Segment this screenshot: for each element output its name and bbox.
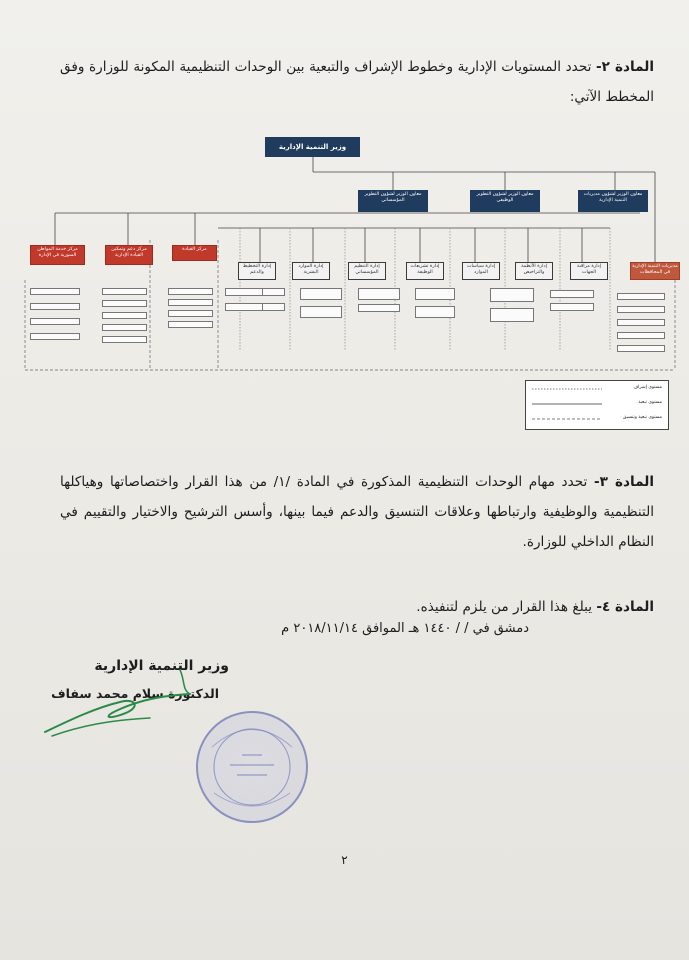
chart-deputy-1: معاون الوزير لشؤون مديريات التنمية الإدارية bbox=[578, 190, 648, 212]
chart-subunit bbox=[168, 288, 213, 295]
article-3-text: تحدد مهام الوحدات التنظيمية المذكورة في المادة /١/ من هذا القرار واختصاصاتها وهياكلها التنظيمية والوظيفية وارتباطها وعلاقات التنسيق والدعم فيما بينها، وأسس الترشيح والاختيار والتقييم في النظام الداخلي للوزارة. bbox=[60, 474, 654, 550]
org-chart-lines bbox=[0, 0, 689, 440]
chart-subunit bbox=[415, 288, 455, 300]
chart-subunit bbox=[490, 308, 534, 322]
chart-directorate-6: إدارة التنظيم المؤسساتي bbox=[348, 262, 386, 280]
article-2-label: المادة ٢- bbox=[596, 59, 655, 75]
legend-line-2 bbox=[532, 401, 602, 407]
chart-subunit bbox=[550, 290, 594, 298]
article-4-label: المادة ٤- bbox=[596, 599, 654, 615]
chart-subunit bbox=[225, 288, 263, 296]
chart-center-1: مركز القيادة bbox=[172, 245, 217, 261]
chart-directorate-5: إدارة تشريعات الوظيفة bbox=[406, 262, 444, 280]
legend-line-1 bbox=[532, 386, 602, 392]
signature-name: الدكتورة سلام محمد سفاف bbox=[51, 686, 219, 701]
official-stamp bbox=[192, 707, 312, 827]
chart-directorate-2: إدارة مراقبة الجهات bbox=[570, 262, 608, 280]
chart-subunit bbox=[168, 321, 213, 328]
chart-subunit bbox=[617, 319, 665, 326]
chart-directorate-3: إدارة الأنظمة والتراخيص bbox=[515, 262, 553, 280]
chart-subunit bbox=[30, 288, 80, 295]
chart-subunit bbox=[617, 332, 665, 339]
chart-directorate-7: إدارة الموارد البشرية bbox=[292, 262, 330, 280]
legend-row-2 bbox=[532, 399, 662, 409]
chart-subunit bbox=[168, 299, 213, 306]
chart-subunit bbox=[300, 288, 342, 300]
article-3-label: المادة ٣- bbox=[593, 474, 654, 490]
article-4-text: يبلغ هذا القرار من يلزم لتنفيذه. bbox=[416, 599, 592, 615]
chart-subunit bbox=[617, 306, 665, 313]
article-2-text: تحدد المستويات الإدارية وخطوط الإشراف والتبعية بين الوحدات التنظيمية المكونة للوزارة وفق المخطط الآتي: bbox=[60, 59, 654, 105]
chart-subunit bbox=[300, 306, 342, 318]
chart-subunit bbox=[550, 303, 594, 311]
handwritten-signature bbox=[40, 660, 200, 740]
chart-subunit bbox=[415, 306, 455, 318]
chart-subunit bbox=[30, 303, 80, 310]
legend-row-1 bbox=[532, 384, 662, 394]
chart-deputy-3: معاون الوزير لشؤون التطوير المؤسساتي bbox=[358, 190, 428, 212]
legend-label-2: مستوى تبعية bbox=[638, 400, 662, 405]
article-3 bbox=[60, 467, 654, 557]
chart-subunit bbox=[30, 333, 80, 340]
chart-subunit bbox=[358, 304, 400, 312]
date-line: دمشق في / / ١٤٤٠ هـ الموافق ٢٠١٨/١١/١٤ م bbox=[281, 621, 529, 636]
legend-line-3 bbox=[532, 416, 602, 422]
chart-subunit bbox=[102, 312, 147, 319]
chart-legend bbox=[525, 380, 669, 430]
chart-subunit bbox=[168, 310, 213, 317]
chart-center-2: مركز دعم وتمكين القيادة الإدارية bbox=[105, 245, 153, 265]
legend-label-3: مستوى تبعية وتنسيق bbox=[623, 415, 662, 420]
chart-top-minister: وزير التنمية الإدارية bbox=[265, 137, 360, 157]
signature-title: وزير التنمية الإدارية bbox=[94, 658, 229, 674]
legend-row-3 bbox=[532, 414, 662, 424]
chart-subunit bbox=[102, 324, 147, 331]
chart-subunit bbox=[102, 288, 147, 295]
chart-subunit bbox=[30, 318, 80, 325]
chart-subunit bbox=[102, 336, 147, 343]
chart-subunit bbox=[490, 288, 534, 302]
chart-directorate-8: إدارة التخطيط والدعم bbox=[238, 262, 276, 280]
chart-deputy-2: معاون الوزير لشؤون التطوير الوظيفي bbox=[470, 190, 540, 212]
legend-label-1: مستوى إشراف bbox=[633, 385, 662, 390]
chart-center-3: مركز خدمة المواطن السورية في الإدارة bbox=[30, 245, 85, 265]
chart-subunit bbox=[617, 345, 665, 352]
page-number: ٢ bbox=[341, 853, 348, 867]
chart-directorate-4: إدارة سياسات الموارد bbox=[462, 262, 500, 280]
chart-subunit bbox=[102, 300, 147, 307]
chart-directorate-1: مديريات التنمية الإدارية في المحافظات bbox=[630, 262, 680, 280]
chart-subunit bbox=[617, 293, 665, 300]
chart-subunit bbox=[358, 288, 400, 300]
chart-subunit bbox=[225, 303, 263, 311]
article-4 bbox=[60, 592, 654, 622]
